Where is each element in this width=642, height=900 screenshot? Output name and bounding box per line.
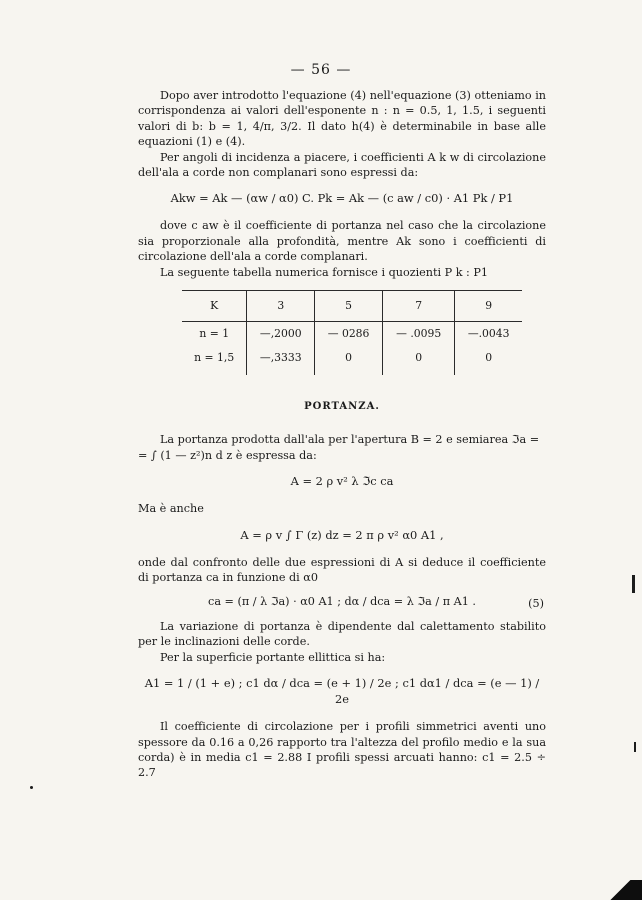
table-cell: —,2000 xyxy=(247,322,315,347)
table-cell: 0 xyxy=(315,346,383,375)
table-row xyxy=(182,346,522,375)
paragraph-9: La variazione di portanza è dipendente dal calettamento stabilito per le inclinazioni delle corde. xyxy=(138,619,546,649)
table-row xyxy=(182,322,522,347)
table-cell: n = 1 xyxy=(199,327,230,341)
quotient-table-wrapper xyxy=(182,290,522,375)
formula-2: A = 2 ρ v² λ ℑc ca xyxy=(290,474,394,489)
formula-4-block xyxy=(138,594,546,609)
table-header-9: 9 xyxy=(455,291,522,322)
paragraph-7: Ma è anche xyxy=(138,502,204,516)
paragraph-2: Per angoli di incidenza a piacere, i coefficienti A k w di circolazione dell'ala a corde non complanari sono espressi da: xyxy=(138,150,546,180)
table-header-5: 5 xyxy=(315,291,383,322)
formula-4: ca = (π / λ ℑa) · α0 A1 ; dα / dca = λ ℑa / π A1 . xyxy=(208,594,476,608)
paragraph-8: onde dal confronto delle due espressioni di A si deduce il coefficiente di portanza ca in funzione di α0 xyxy=(138,555,546,585)
table-cell: —,3333 xyxy=(247,346,315,375)
table-cell: — 0286 xyxy=(315,322,383,347)
edge-mark-right-lower xyxy=(634,742,636,752)
table-cell: n = 1,5 xyxy=(194,351,235,365)
paragraph-1: Dopo aver introdotto l'equazione (4) nell'equazione (3) otteniamo in corrispondenza ai valori dell'esponente n : n = 0.5, 1, 1.5, i seguenti valori di b: b = 1, 4/π, 3/2. Il dato h(4) è determinabile in base alle equazioni (1) e (4). xyxy=(138,89,546,149)
quotient-table xyxy=(182,290,522,375)
formula-3: A = ρ v ∫ Γ (z) dz = 2 π ρ v² α0 A1 , xyxy=(240,527,444,542)
formula-5: A1 = 1 / (1 + e) ; c1 dα / dca = (e + 1) / 2e ; c1 dα1 / dca = (e — 1) / 2e xyxy=(144,676,540,707)
main-content xyxy=(138,88,546,781)
paragraph-6: = ∫ (1 — z²)n d z è espressa da: xyxy=(138,448,317,462)
page-number: — 56 — xyxy=(290,62,352,78)
paragraph-4: La seguente tabella numerica fornisce i quozienti P k : P1 xyxy=(160,265,489,279)
table-header-7: 7 xyxy=(382,291,454,322)
section-title: PORTANZA. xyxy=(304,401,380,413)
corner-shadow xyxy=(604,880,642,900)
table-cell: —.0043 xyxy=(455,322,522,347)
table-cell: — .0095 xyxy=(382,322,454,347)
paragraph-10: Per la superficie portante ellittica si ha: xyxy=(160,650,386,664)
equation-number-5: (5) xyxy=(528,596,544,610)
table-cell: 0 xyxy=(455,346,522,375)
table-header-3: 3 xyxy=(247,291,315,322)
table-header-k: K xyxy=(182,291,247,322)
paragraph-3: dove c aw è il coefficiente di portanza nel caso che la circolazione sia proporzionale alla profondità, mentre Ak sono i coefficienti di circolazione dell'ala a corde complanari. xyxy=(138,219,546,264)
table-header-row xyxy=(182,291,522,322)
edge-mark-right-upper xyxy=(632,575,635,593)
formula-1: Akw = Ak — (αw / α0) C. Pk = Ak — (c aw / c0) · A1 Pk / P1 xyxy=(170,191,514,206)
table-cell: 0 xyxy=(382,346,454,375)
paragraph-5: La portanza prodotta dall'ala per l'apertura B = 2 e semiarea ℑa = xyxy=(160,433,540,447)
paragraph-11: Il coefficiente di circolazione per i profili simmetrici aventi uno spessore da 0.16 a 0,26 rapporto tra l'altezza del profilo medio e la sua corda) è in media c1 = 2.88 I profili spessi arcuati hanno: c1 = 2.5 ÷ 2.7 xyxy=(138,720,546,780)
speck-mark-left xyxy=(30,786,33,789)
